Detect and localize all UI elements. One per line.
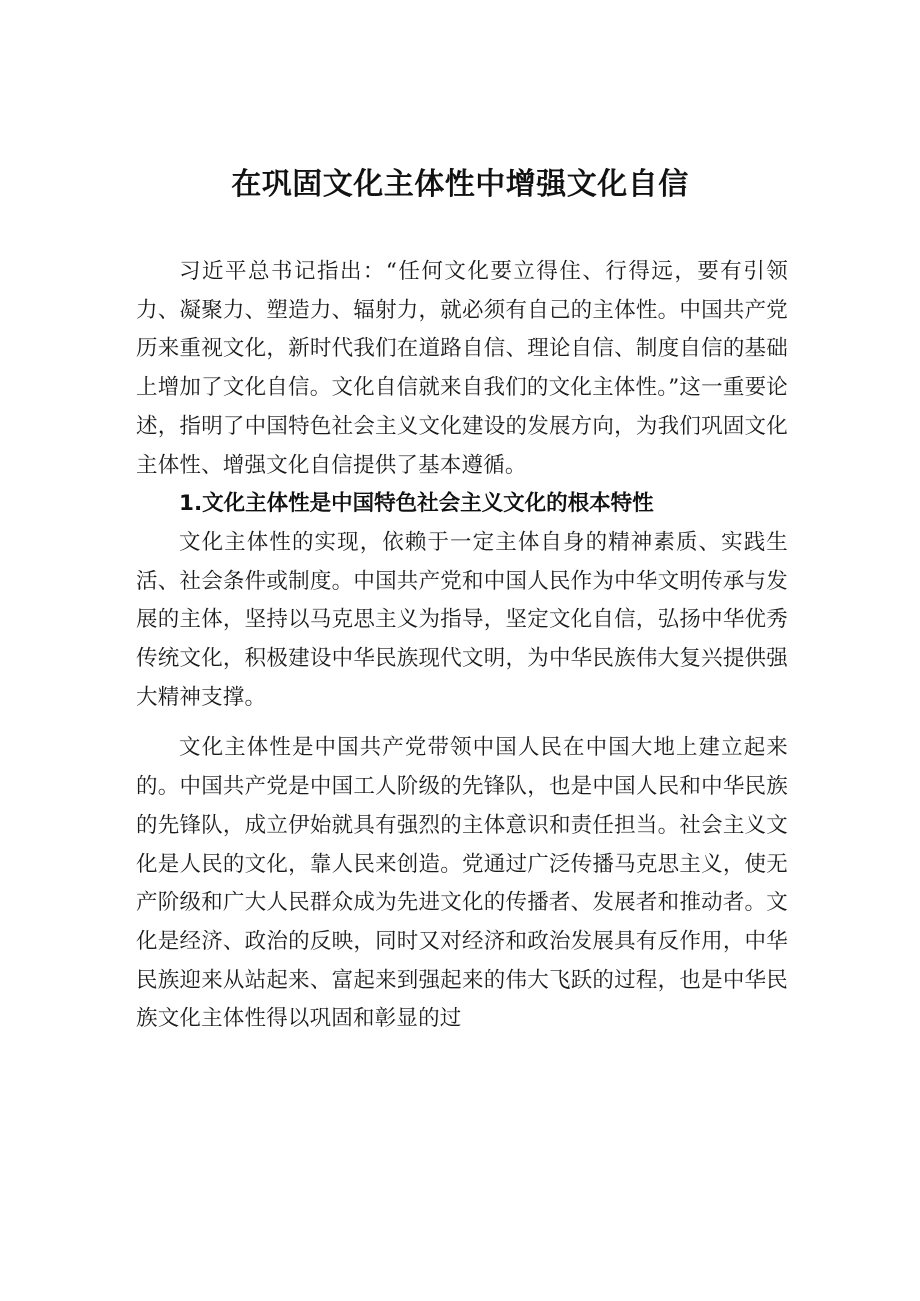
paragraph-intro: 习近平总书记指出：“任何文化要立得住、行得远，要有引领力、凝聚力、塑造力、辐射力，就必须有自己的主体性。中国共产党历来重视文化，新时代我们在道路自信、理论自信、制度自信的基础上增加了文化自信。文化自信就来自我们的文化主体性。”这一重要论述，指明了中国特色社会主义文化建设的发展方向，为我们巩固文化主体性、增强文化自信提供了基本遵循。 xyxy=(136,259,788,478)
paragraph-gap xyxy=(136,717,788,729)
paragraph-party: 文化主体性是中国共产党带领中国人民在中国大地上建立起来的。中国共产党是中国工人阶级的先锋队，也是中国人民和中华民族的先锋队，成立伊始就具有强烈的主体意识和责任担当。社会主义文化是人民的文化，靠人民来创造。党通过广泛传播马克思主义，使无产阶级和广大人民群众成为先进文化的传播者、发展者和推动者。文化是经济、政治的反映，同时又对经济和政治发展具有反作用，中华民族迎来从站起来、富起来到强起来的伟大飞跃的过程，也是中华民族文化主体性得以巩固和彰显的过 xyxy=(136,735,788,1032)
paragraph-realization: 文化主体性的实现，依赖于一定主体自身的精神素质、实践生活、社会条件或制度。中国共产党和中国人民作为中华文明传承与发展的主体，坚持以马克思主义为指导，坚定文化自信，弘扬中华优秀传统文化，积极建设中华民族现代文明，为中华民族伟大复兴提供强大精神支撑。 xyxy=(136,529,788,710)
document-title: 在巩固文化主体性中增强文化自信 xyxy=(231,167,689,202)
document-body xyxy=(136,253,788,1039)
section-heading: 1.文化主体性是中国特色社会主义文化的根本特性 xyxy=(179,491,654,517)
